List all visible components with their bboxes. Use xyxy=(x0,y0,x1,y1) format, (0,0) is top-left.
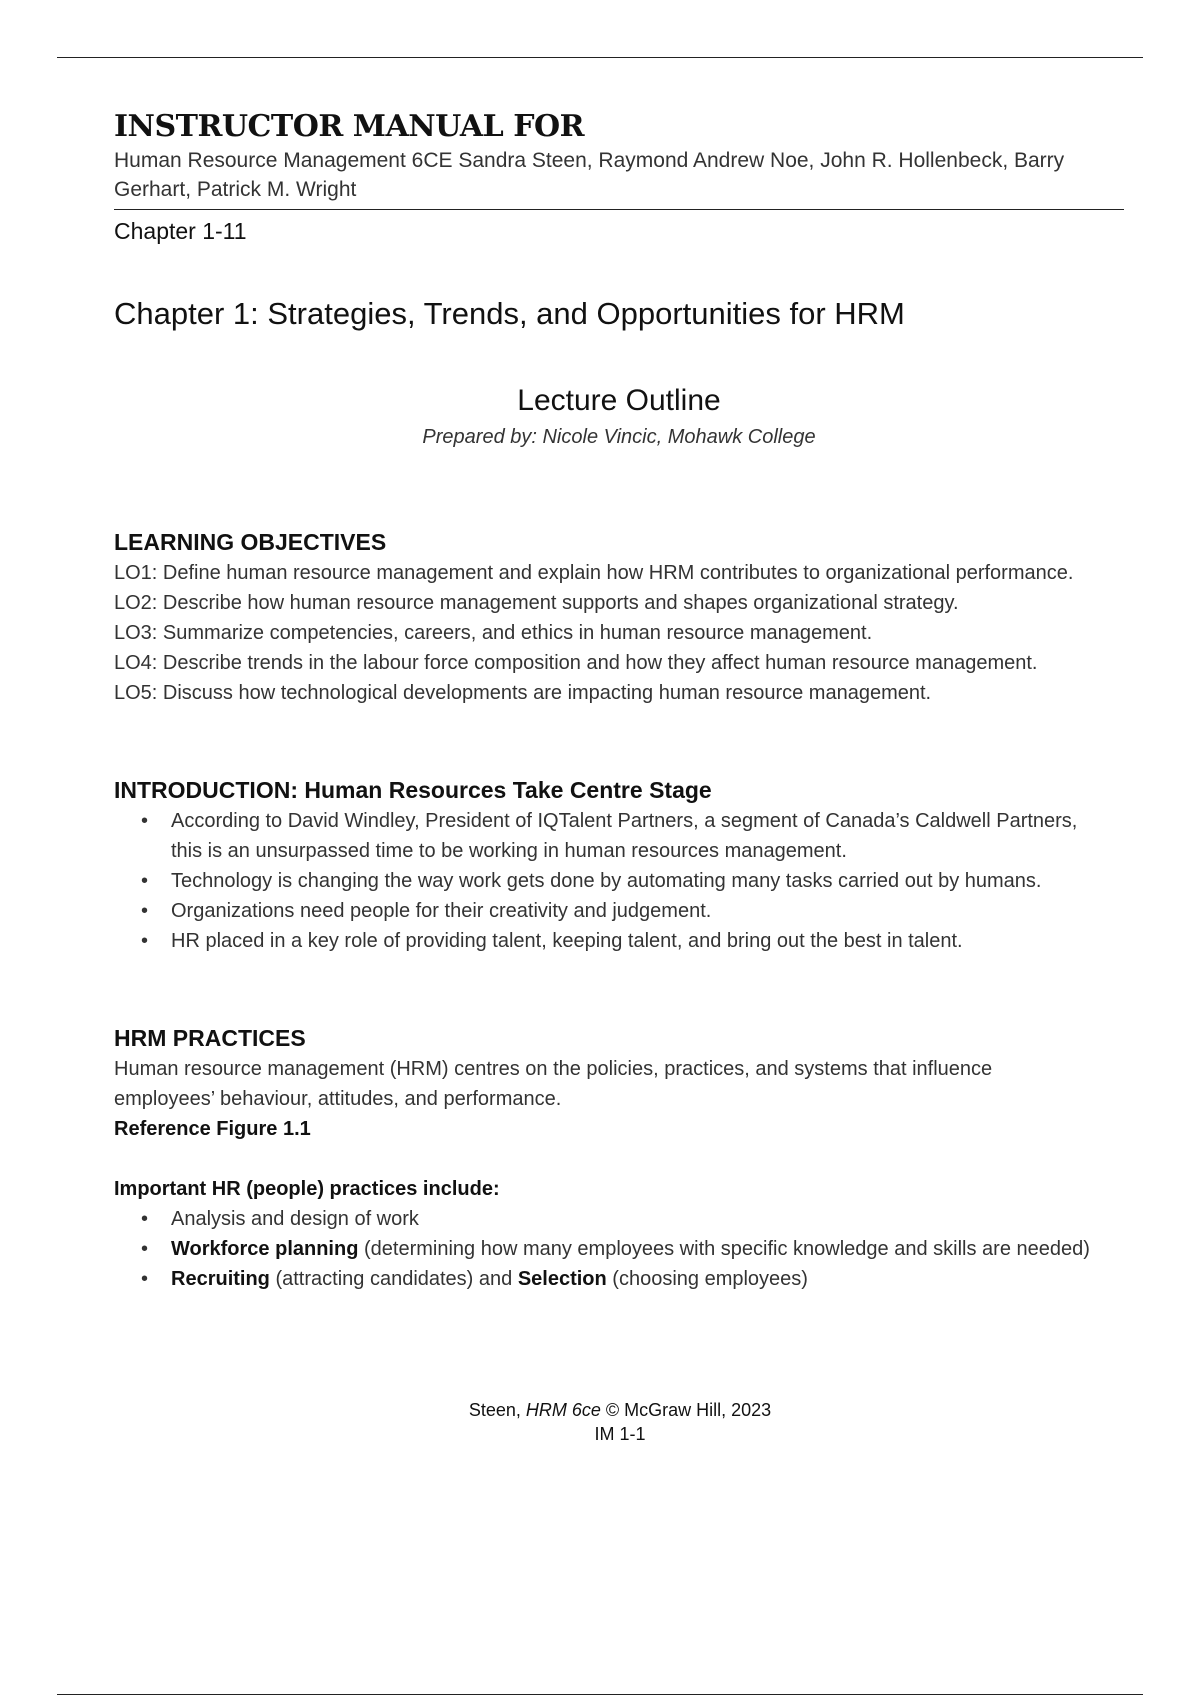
bullet-text: (choosing employees) xyxy=(606,1268,808,1290)
bullet-item xyxy=(141,926,1101,956)
credit-italic: HRM 6ce xyxy=(525,1400,601,1420)
bullet-item xyxy=(141,866,1101,896)
bullet-item xyxy=(141,896,1101,926)
bullet-icon: • xyxy=(141,900,149,922)
copyright-line xyxy=(40,1398,1200,1422)
bullet-text: (determining how many employees with specific knowledge and skills are needed) xyxy=(358,1238,1090,1260)
bullet-text: According to David Windley, President of IQTalent Partners, a segment of Canada’s Caldwell Partners, this is an unsurpassed time to be working in human resources management. xyxy=(171,810,1078,862)
hrm-practices-heading: HRM PRACTICES xyxy=(114,1025,306,1051)
objective-item: LO5: Discuss how technological developments are impacting human resource management. xyxy=(114,682,932,704)
bullet-item xyxy=(141,1234,1101,1264)
objective-item: LO1: Define human resource management and explain how HRM contributes to organizational performance. xyxy=(114,562,1074,584)
chapter-range: Chapter 1-11 xyxy=(114,218,247,244)
top-page-rule xyxy=(57,57,1143,58)
hr-practices-bullets xyxy=(114,1204,1124,1294)
hrm-definition-paragraph: Human resource management (HRM) centres on the policies, practices, and systems that influence employees’ behaviour, attitudes, and performance. xyxy=(114,1058,993,1110)
bullet-text: Analysis and design of work xyxy=(171,1208,419,1230)
bullet-icon: • xyxy=(141,1268,149,1290)
prepared-by: Prepared by: Nicole Vincic, Mohawk College xyxy=(422,426,816,448)
chapter-title: Chapter 1: Strategies, Trends, and Opportunities for HRM xyxy=(114,296,905,331)
document-body xyxy=(114,108,1124,1294)
bullet-bold-term: Selection xyxy=(517,1268,607,1290)
bullet-icon: • xyxy=(141,870,149,892)
objective-item: LO3: Summarize competencies, careers, and ethics in human resource management. xyxy=(114,622,873,644)
learning-objectives-list xyxy=(114,558,1124,708)
bullet-icon: • xyxy=(141,1238,149,1260)
spacer xyxy=(114,1144,1124,1174)
bullet-text: (attracting candidates) and xyxy=(269,1268,518,1290)
learning-objectives-heading: LEARNING OBJECTIVES xyxy=(114,529,387,555)
bottom-page-rule xyxy=(57,1694,1143,1695)
manual-title: INSTRUCTOR MANUAL FOR xyxy=(114,109,585,144)
objective-item: LO2: Describe how human resource management supports and shapes organizational strategy. xyxy=(114,592,959,614)
book-citation: Human Resource Management 6CE Sandra Steen, Raymond Andrew Noe, John R. Hollenbeck, Barry Gerhart, Patrick M. Wright xyxy=(114,149,1065,201)
bullet-icon: • xyxy=(141,1208,149,1230)
bullet-bold-term: Workforce planning xyxy=(171,1238,359,1260)
header-rule xyxy=(114,209,1124,210)
practices-subheading: Important HR (people) practices include: xyxy=(114,1178,500,1200)
bullet-icon: • xyxy=(141,810,149,832)
bullet-item xyxy=(141,1264,1101,1294)
bullet-text: Organizations need people for their creativity and judgement. xyxy=(171,900,712,922)
figure-reference: Reference Figure 1.1 xyxy=(114,1118,311,1140)
objective-item: LO4: Describe trends in the labour force composition and how they affect human resource management. xyxy=(114,652,1038,674)
introduction-bullets xyxy=(114,806,1124,956)
credit-prefix: Steen, xyxy=(468,1400,526,1420)
bullet-item xyxy=(141,806,1101,866)
bullet-icon: • xyxy=(141,930,149,952)
bullet-item xyxy=(141,1204,1101,1234)
page-number: IM 1-1 xyxy=(594,1424,646,1444)
introduction-heading: INTRODUCTION: Human Resources Take Centre Stage xyxy=(114,777,712,803)
credit-suffix: © McGraw Hill, 2023 xyxy=(600,1400,772,1420)
lecture-outline-title: Lecture Outline xyxy=(517,384,721,417)
bullet-text: Technology is changing the way work gets done by automating many tasks carried out by humans. xyxy=(171,870,1042,892)
page-footer xyxy=(0,1398,1200,1446)
bullet-bold-term: Recruiting xyxy=(171,1268,270,1290)
bullet-text: HR placed in a key role of providing talent, keeping talent, and bring out the best in talent. xyxy=(171,930,963,952)
